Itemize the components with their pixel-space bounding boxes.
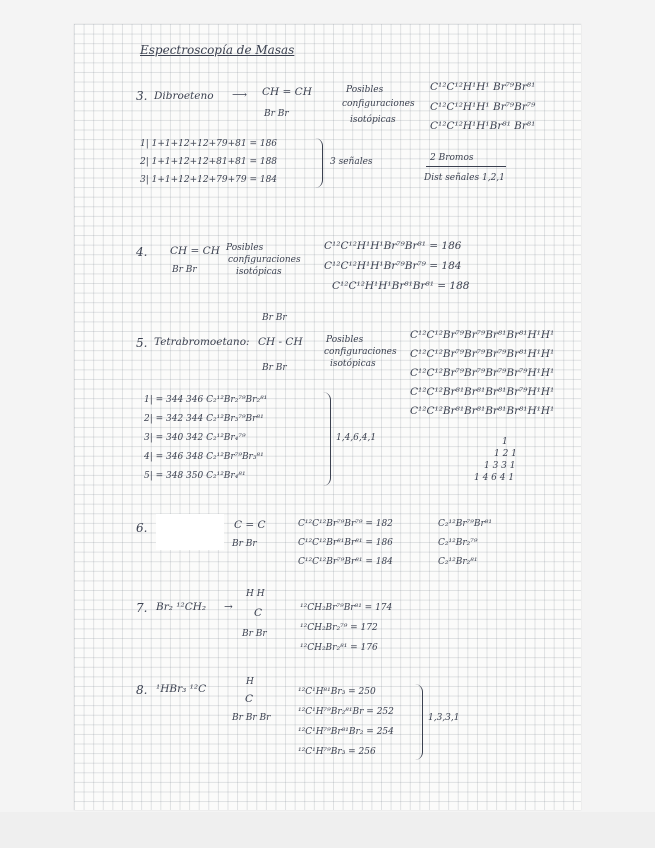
q8-name: ¹HBr₃ ¹²C <box>156 683 207 695</box>
q5-formula: CH - CH <box>258 336 303 348</box>
q3-formula: CH = CH <box>262 86 312 98</box>
q5-name: Tetrabromoetano: <box>154 336 250 348</box>
q5-config-1: C¹²C¹²Br⁷⁹Br⁷⁹Br⁸¹Br⁸¹H¹H¹ <box>410 329 555 341</box>
q3-number: 3. <box>136 89 148 103</box>
q5-label-2: configuraciones <box>324 347 397 357</box>
q3-substituents: Br Br <box>264 109 289 119</box>
q3-note: 3 señales <box>330 157 373 167</box>
q5-top-substituents: Br Br <box>262 313 287 323</box>
q5-row-4: 4| = 346 348 C₂¹²Br⁷⁹Br₃⁸¹ <box>144 452 264 462</box>
q8-substituents: Br Br Br <box>232 713 271 723</box>
q3-brace <box>314 138 323 188</box>
q6-config-3: C¹²C¹²Br⁷⁹Br⁸¹ = 184 <box>298 557 393 567</box>
q3-name: Dibroeteno <box>154 90 214 102</box>
q5-pascal-row-4: 1 4 6 4 1 <box>474 473 515 483</box>
q3-config-2: C¹²C¹²H¹H¹ Br⁷⁹Br⁷⁹ <box>430 101 536 113</box>
q6-number: 6. <box>136 521 148 535</box>
q5-distribution: 1,4,6,4,1 <box>336 433 377 443</box>
q3-label-2: configuraciones <box>342 99 415 109</box>
q7-arrow: → <box>224 601 233 613</box>
q5-config-2: C¹²C¹²Br⁷⁹Br⁷⁹Br⁷⁹Br⁸¹H¹H¹ <box>410 348 555 360</box>
q7-config-2: ¹²CH₂Br₂⁷⁹ = 172 <box>300 623 378 633</box>
q6-formula: C = C <box>234 519 266 531</box>
q3-arrow: ⟶ <box>232 89 248 101</box>
q6-short-2: C₂¹²Br₂⁷⁹ <box>438 538 478 548</box>
q5-row-2: 2| = 342 344 C₂¹²Br₃⁷⁹Br⁸¹ <box>144 414 264 424</box>
page-bottom-margin <box>0 812 655 848</box>
q6-short-1: C₂¹²Br⁷⁹Br⁸¹ <box>438 519 492 529</box>
q7-carbon: C <box>254 607 263 619</box>
q3-sum-1: 1| 1+1+12+12+79+81 = 186 <box>140 139 278 149</box>
q7-substituents: Br Br <box>242 629 267 639</box>
q4-config-3: C¹²C¹²H¹H¹Br⁸¹Br⁸¹ = 188 <box>332 280 470 292</box>
q5-row-3: 3| = 340 342 C₂¹²Br₄⁷⁹ <box>144 433 246 443</box>
q5-config-5: C¹²C¹²Br⁸¹Br⁸¹Br⁸¹Br⁸¹H¹H¹ <box>410 405 555 417</box>
q8-config-3: ¹²C¹H⁷⁹Br⁸¹Br₂ = 254 <box>298 727 394 737</box>
q3-config-1: C¹²C¹²H¹H¹ Br⁷⁹Br⁸¹ <box>430 81 536 93</box>
redacted-area <box>156 514 224 550</box>
q3-distribution: Dist señales 1,2,1 <box>424 173 505 183</box>
q5-pascal-row-1: 1 <box>502 437 508 447</box>
q4-substituents: Br Br <box>172 265 197 275</box>
q7-config-3: ¹²CH₂Br₂⁸¹ = 176 <box>300 643 378 653</box>
q8-brace <box>414 684 423 760</box>
q3-label-3: isotópicas <box>350 115 396 125</box>
q7-hydrogens: H H <box>246 589 265 599</box>
q5-row-5: 5| = 348 350 C₂¹²Br₄⁸¹ <box>144 471 246 481</box>
q4-config-1: C¹²C¹²H¹H¹Br⁷⁹Br⁸¹ = 186 <box>324 240 462 252</box>
q5-number: 5. <box>136 336 148 350</box>
q4-label-3: isotópicas <box>236 267 282 277</box>
q8-hydrogen: H <box>246 677 254 687</box>
q5-pascal-row-2: 1 2 1 <box>494 449 517 459</box>
q3-sum-2: 2| 1+1+12+12+81+81 = 188 <box>140 157 278 167</box>
q8-config-2: ¹²C¹H⁷⁹Br₂⁸¹Br = 252 <box>298 707 394 717</box>
q7-config-1: ¹²CH₂Br⁷⁹Br⁸¹ = 174 <box>300 603 393 613</box>
q4-number: 4. <box>136 245 148 259</box>
q6-config-2: C¹²C¹²Br⁸¹Br⁸¹ = 186 <box>298 538 393 548</box>
q6-substituents: Br Br <box>232 539 257 549</box>
q5-config-3: C¹²C¹²Br⁷⁹Br⁷⁹Br⁷⁹Br⁷⁹H¹H¹ <box>410 367 555 379</box>
q7-name: Br₂ ¹²CH₂ <box>156 601 207 613</box>
q8-distribution: 1,3,3,1 <box>428 713 460 723</box>
q3-underline <box>426 166 506 167</box>
q4-formula: CH = CH <box>170 245 220 257</box>
q6-config-1: C¹²C¹²Br⁷⁹Br⁷⁹ = 182 <box>298 519 393 529</box>
q8-config-4: ¹²C¹H⁷⁹Br₃ = 256 <box>298 747 376 757</box>
q5-substituents: Br Br <box>262 363 287 373</box>
q5-config-4: C¹²C¹²Br⁸¹Br⁸¹Br⁸¹Br⁷⁹H¹H¹ <box>410 386 555 398</box>
q3-config-3: C¹²C¹²H¹H¹Br⁸¹ Br⁸¹ <box>430 120 536 132</box>
q7-number: 7. <box>136 601 148 615</box>
q5-label-1: Posibles <box>326 335 364 345</box>
q6-short-3: C₂¹²Br₂⁸¹ <box>438 557 478 567</box>
q8-carbon: C <box>245 693 254 705</box>
q8-config-1: ¹²C¹H⁸¹Br₃ = 250 <box>298 687 376 697</box>
q8-number: 8. <box>136 683 148 697</box>
q5-row-1: 1| = 344 346 C₂¹²Br₂⁷⁹Br₂⁸¹ <box>144 395 268 405</box>
q5-pascal-row-3: 1 3 3 1 <box>484 461 516 471</box>
q4-config-2: C¹²C¹²H¹H¹Br⁷⁹Br⁷⁹ = 184 <box>324 260 462 272</box>
q4-label-2: configuraciones <box>228 255 301 265</box>
q3-label-1: Posibles <box>346 85 384 95</box>
notebook-page <box>74 24 581 810</box>
q5-label-3: isotópicas <box>330 359 376 369</box>
q5-brace <box>322 392 331 486</box>
q4-label-1: Posibles <box>226 243 264 253</box>
page-title: Espectroscopía de Masas <box>140 43 295 57</box>
q3-bromos: 2 Bromos <box>430 153 474 163</box>
q3-sum-3: 3| 1+1+12+12+79+79 = 184 <box>140 175 278 185</box>
